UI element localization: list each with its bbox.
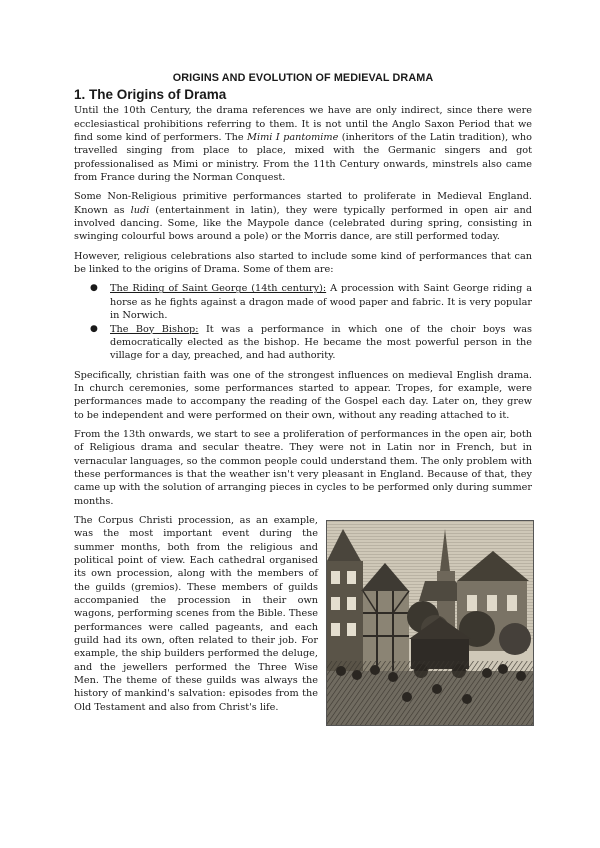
paragraph-open-air: From the 13th onwards, we start to see a proliferation of performances in the open air, both of Religious drama and secular theatre. They were not in Latin nor in French, but in vernacular languages, so the common people could understand them. The only problem with these performances is that the weather isn't very pleasant in England. Because of that, they came up with the solution of arranging pieces in cycles to be performed only during summer months. — [74, 428, 532, 507]
paragraph-origins: Until the 10th Century, the drama references we have are only indirect, since there were ecclesiastical prohibitions referring to them. It is not until the Anglo Saxon Period that we find some kind of performers. The Mimi I pantomime (inheritors of the Latin tradition), who travelled singing from place to place, mixed with the Germanic singers and got professionalised as Mimi or ministry. From the 11th Century onwards, minstrels also came from France during the Norman Conquest. — [74, 105, 533, 184]
list-item: ● The Boy Bishop: It was a performance in which one of the choir boys was democratically elected as the bishop. He became the most powerful person in the village for a day, preached, and had authority. — [90, 323, 532, 362]
emphasis-ludi: ludi — [130, 204, 150, 216]
paragraph-non-religious: Some Non-Religious primitive performances started to proliferate in Medieval England. Known as ludi (entertainment in latin), they were typically performed in open air and involved dancing. Some, like the Maypole dance (celebrated during spring, consisting in swinging colourful bows around a pole) or the Morris dance, are still performed today. — [74, 191, 532, 243]
section-heading: 1. The Origins of Drama — [74, 87, 227, 103]
document-title: ORIGINS AND EVOLUTION OF MEDIEVAL DRAMA — [172, 72, 434, 84]
list-item: ● The Riding of Saint George (14th century): A procession with Saint George riding a horse as he fights against a dragon made of wood paper and fabric. It is very popular in Norwich. — [90, 283, 532, 322]
performance-list — [74, 282, 532, 362]
corpus-christi-text — [74, 514, 318, 714]
paragraph-christian-faith: Specifically, christian faith was one of the strongest influences on medieval English drama. In church ceremonies, some performances started to appear. Tropes, for example, were performances made to accompany the reading of the Gospel each day. Later on, they grew to be independent and were performed on their own, without any reading attached to it. — [74, 369, 532, 421]
bullet-icon: ● — [90, 283, 98, 294]
list-item-term: The Riding of Saint George (14th century): — [110, 283, 327, 295]
bullet-icon: ● — [90, 323, 98, 334]
list-item-term: The Boy Bishop: — [110, 323, 199, 335]
paragraph-corpus-christi: The Corpus Christi procession, as an example, was the most important event during the summer months, both from the religious and political point of view. Each cathedral organised its own procession, along with the members of the guilds (gremios). These members of guilds accompanied the procession in their own wagons, performing scenes from the Bible. These performances were called pageants, and each guild had its own, often related to their job. For example, the ship builders performed the deluge, and the jewellers performed the Three Wise Men. The theme of these guilds was always the history of mankind's salvation: episodes from the Old Testament and also from Christ's life. — [74, 514, 318, 713]
document-body — [74, 72, 532, 714]
corpus-christi-section — [74, 514, 532, 714]
procession-engraving-image — [326, 520, 534, 726]
paragraph-religious-intro: However, religious celebrations also started to include some kind of performances that can be linked to the origins of Drama. Some of them are: — [74, 250, 532, 276]
emphasis-mimi: Mimi I pantomime — [247, 132, 339, 144]
